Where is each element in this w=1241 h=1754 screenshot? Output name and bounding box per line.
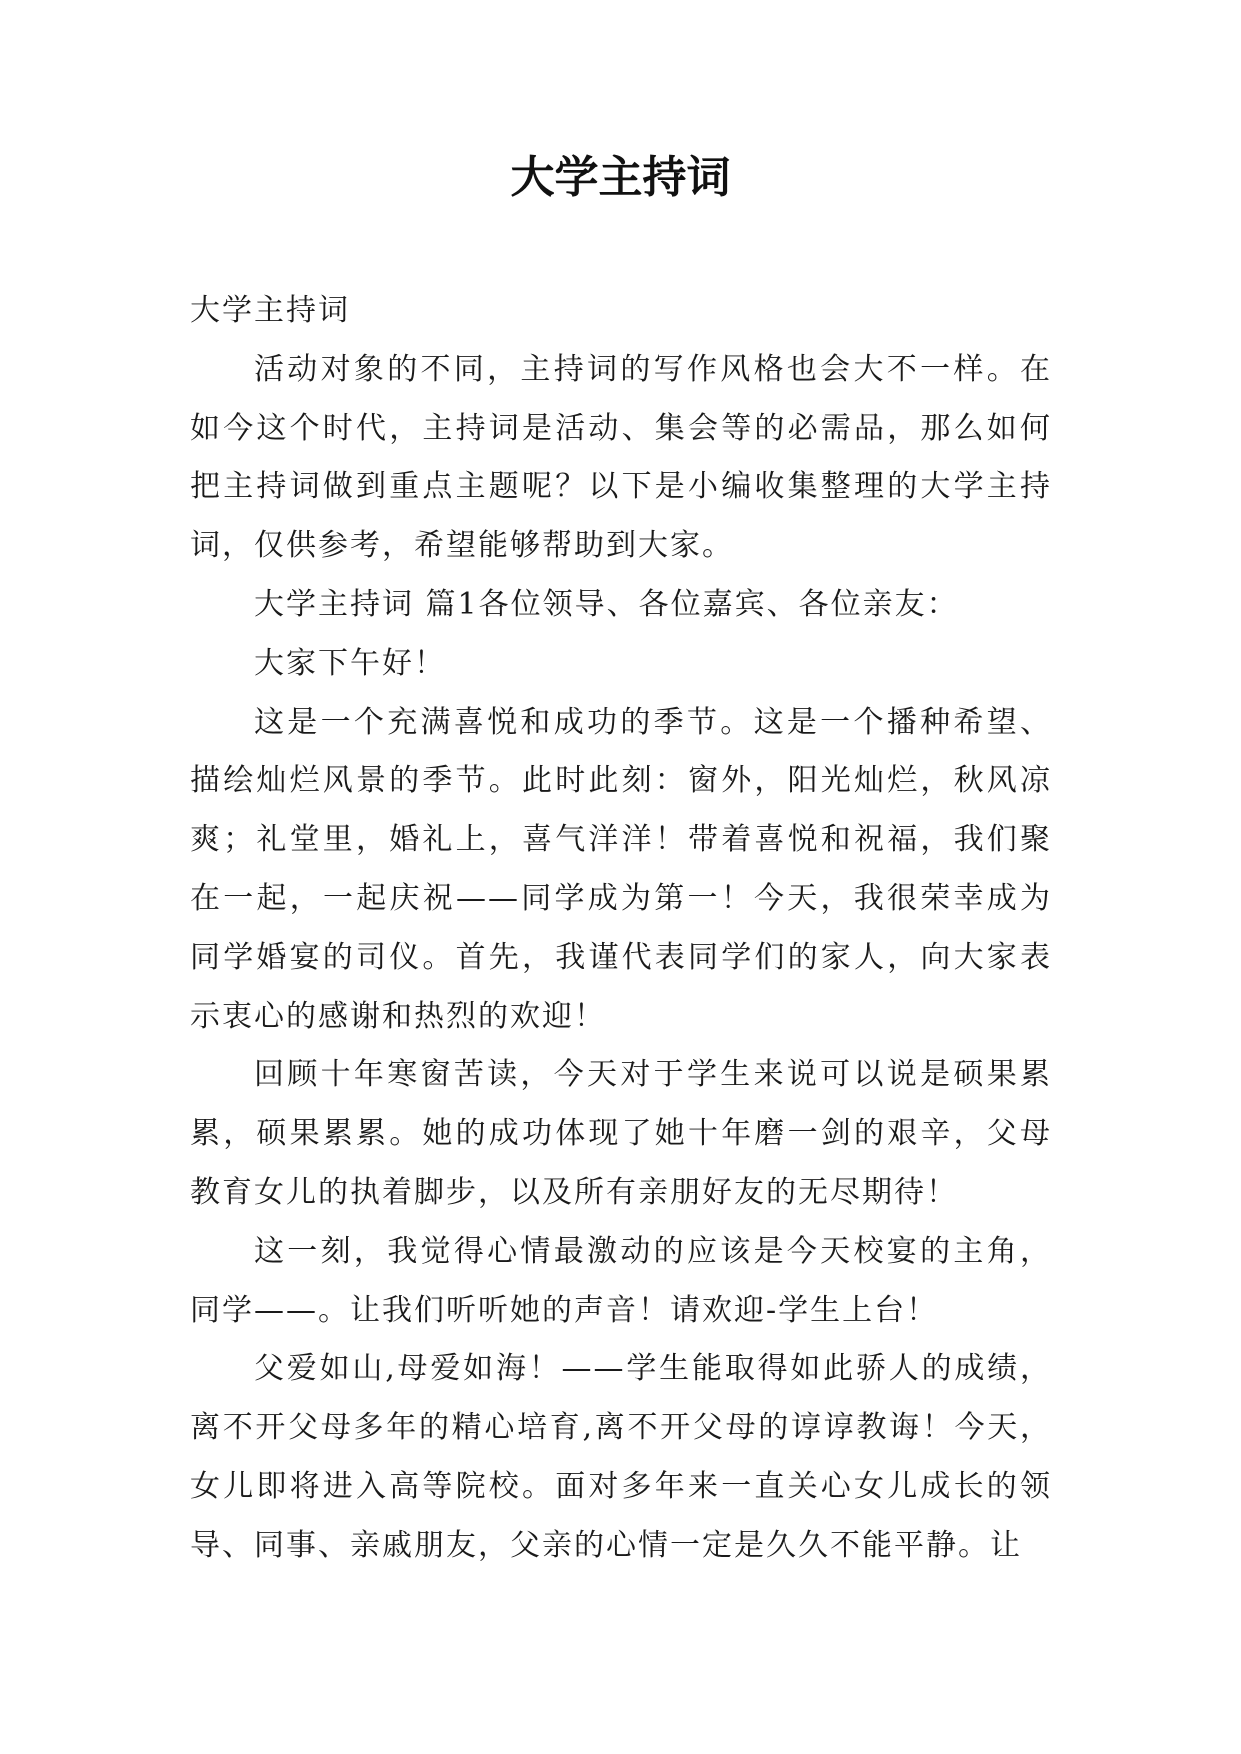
intro-paragraph: 活动对象的不同，主持词的写作风格也会大不一样。在如今这个时代，主持词是活动、集会等的必需品，那么如何把主持词做到重点主题呢？以下是小编收集整理的大学主持词，仅供参考，希望能够帮助到大家。 (190, 351, 1052, 564)
section-heading-paragraph: 大学主持词 篇1各位领导、各位嘉宾、各位亲友： (254, 586, 959, 622)
body-paragraph: 这一刻，我觉得心情最激动的应该是今天校宴的主角，同学——。让我们听听她的声音！请欢迎-学生上台！ (190, 1233, 1052, 1328)
document-title: 大学主持词 (510, 152, 731, 203)
document-body (190, 282, 1052, 1576)
subtitle-paragraph: 大学主持词 (190, 293, 350, 328)
body-paragraph: 父爱如山,母爱如海！——学生能取得如此骄人的成绩，离不开父母多年的精心培育,离不开父母的谆谆教诲！今天，女儿即将进入高等院校。面对多年来一直关心女儿成长的领导、同事、亲戚朋友，父亲的心情一定是久久不能平静。让 (190, 1351, 1052, 1563)
greeting-paragraph: 大家下午好！ (254, 645, 446, 681)
body-paragraph: 回顾十年寒窗苦读，今天对于学生来说可以说是硕果累累，硕果累累。她的成功体现了她十年磨一剑的艰辛，父母教育女儿的执着脚步，以及所有亲朋好友的无尽期待！ (190, 1057, 1052, 1210)
body-paragraph: 这是一个充满喜悦和成功的季节。这是一个播种希望、描绘灿烂风景的季节。此时此刻：窗外，阳光灿烂，秋风凉爽；礼堂里，婚礼上，喜气洋洋！带着喜悦和祝福，我们聚在一起，一起庆祝——同学成为第一！今天，我很荣幸成为同学婚宴的司仪。首先，我谨代表同学们的家人，向大家表示衷心的感谢和热烈的欢迎！ (190, 704, 1052, 1034)
